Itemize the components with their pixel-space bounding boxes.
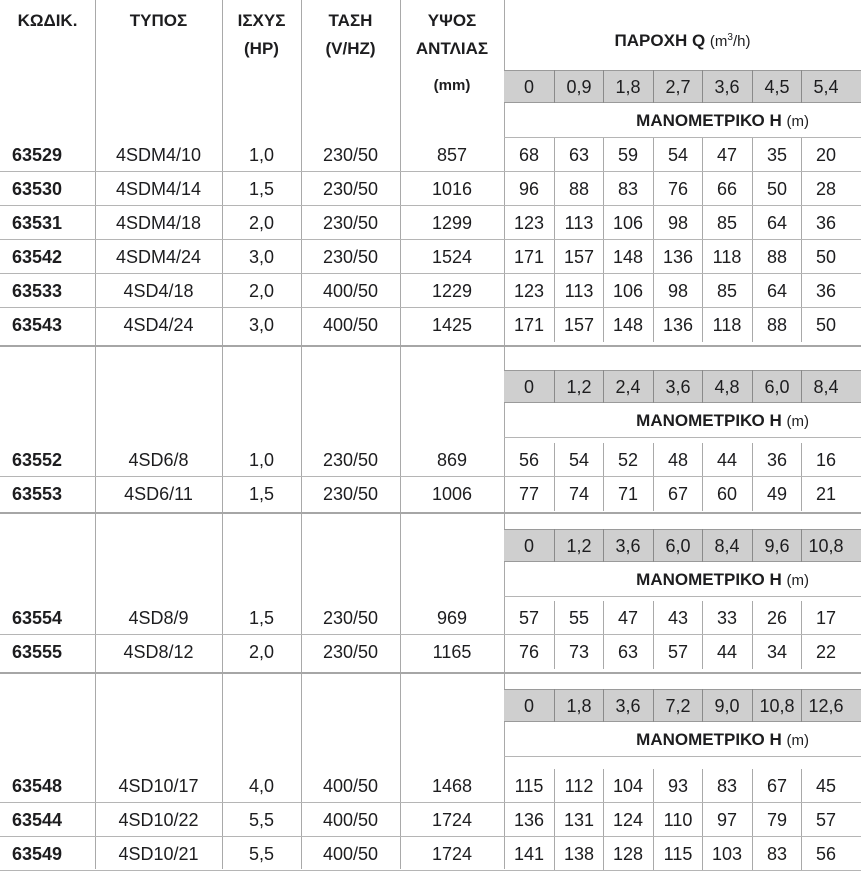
pump-type: 4SD10/21 [118,844,199,864]
head-value: 33 [716,608,738,628]
pump-power: 1,0 [248,450,275,470]
head-value: 115 [514,776,544,796]
flow-value: 1,8 [566,696,592,716]
manometric-text: ΜΑΝΟΜΕΤΡΙΚΟ Η [636,570,782,589]
pump-type: 4SD10/22 [118,810,199,830]
manometric-rule [504,596,861,597]
pump-code: 63552 [12,450,63,470]
head-value: 66 [716,179,738,199]
header-flow [504,32,861,49]
column-divider [95,0,96,869]
head-value: 73 [568,642,590,662]
pump-height: 1165 [432,642,472,662]
head-value: 85 [716,213,738,233]
pump-type: 4SD6/11 [124,484,193,504]
head-value: 55 [568,608,590,628]
pump-code: 63544 [12,810,63,830]
head-value: 171 [513,247,545,267]
manometric-unit: (m) [786,113,809,130]
pump-power: 3,0 [248,315,275,335]
flow-value: 6,0 [764,377,790,397]
head-value: 63 [617,642,639,662]
pump-code: 63542 [12,247,63,267]
header-power: ΙΣΧΥΣ [237,11,286,30]
header-flow-label: ΠΑΡΟΧΗ Q [614,31,706,50]
manometric-unit: (m) [786,732,809,749]
manometric-label [504,570,861,590]
manometric-label [504,411,861,431]
head-value: 17 [815,608,837,628]
head-value: 54 [667,145,689,165]
flow-value: 3,6 [615,536,641,556]
head-value: 128 [612,844,644,864]
column-divider [222,0,223,869]
flow-value: 10,8 [808,536,844,556]
header-flow-unit: $(m^3/h)$ [709,32,751,50]
header-voltage-unit: (V/HZ) [325,39,376,58]
pump-voltage: 230/50 [322,450,379,470]
head-value: 96 [518,179,540,199]
head-value: 104 [612,776,644,796]
pump-voltage: 230/50 [322,145,379,165]
head-value: 36 [766,450,788,470]
head-value: 34 [766,642,788,662]
head-value: 110 [663,810,693,830]
head-value: 52 [617,450,639,470]
head-value: 93 [667,776,689,796]
manometric-label [504,730,861,750]
head-value: 50 [766,179,788,199]
pump-height: 1724 [431,810,473,830]
pump-code: 63548 [12,776,63,796]
head-value: 44 [716,450,738,470]
pump-type: 4SD4/24 [123,315,194,335]
manometric-unit: (m) [786,413,809,430]
head-value: 74 [568,484,590,504]
pump-code: 63553 [12,484,63,504]
head-value: 47 [617,608,639,628]
row-rule [0,239,861,240]
head-value: 50 [815,247,837,267]
flow-value: 8,4 [813,377,839,397]
pump-type: 4SD10/17 [118,776,199,796]
pump-type: 4SD4/18 [123,281,194,301]
head-value: 49 [766,484,788,504]
row-rule [0,171,861,172]
manometric-rule [504,437,861,438]
pump-power: 5,5 [248,844,275,864]
head-value: 106 [612,213,644,233]
head-value: 157 [563,247,595,267]
flow-value: 3,6 [714,77,740,97]
head-value: 50 [815,315,837,335]
flow-value: 0 [523,377,534,397]
head-value: 98 [667,281,689,301]
pump-power: 1,5 [248,608,275,628]
flow-value: 7,2 [665,696,691,716]
head-value: 76 [667,179,689,199]
head-value: 136 [662,315,694,335]
head-value: 98 [667,213,689,233]
pump-power: 1,0 [248,145,275,165]
head-value: 28 [815,179,837,199]
head-value: 56 [815,844,837,864]
head-value: 57 [518,608,540,628]
column-divider [400,0,401,869]
head-value: 20 [815,145,837,165]
head-value: 97 [716,810,738,830]
head-value: 83 [716,776,738,796]
head-value: 88 [766,247,788,267]
head-value: 16 [815,450,837,470]
header-height-unit: (mm) [433,77,471,94]
pump-height: 969 [436,608,468,628]
head-value: 123 [513,213,545,233]
manometric-label [504,111,861,131]
flow-value: 1,8 [615,77,641,97]
pump-voltage: 230/50 [322,213,379,233]
manometric-unit: (m) [786,572,809,589]
head-value: 88 [568,179,590,199]
pump-code: 63530 [12,179,63,199]
row-rule [0,836,861,837]
pump-height: 1425 [431,315,473,335]
row-rule [0,476,861,477]
row-rule [0,205,861,206]
pump-voltage: 400/50 [322,776,379,796]
head-value: 76 [518,642,540,662]
pump-type: 4SD8/12 [123,642,194,662]
flow-value: 0,9 [566,77,592,97]
row-rule [0,802,861,803]
pump-voltage: 400/50 [322,281,379,301]
margin-notch [0,560,48,592]
pump-power: 2,0 [248,281,275,301]
manometric-text: ΜΑΝΟΜΕΤΡΙΚΟ Η [636,111,782,130]
head-value: 36 [815,213,837,233]
pump-type: 4SDM4/14 [115,179,202,199]
pump-code: 63531 [12,213,63,233]
head-value: 35 [766,145,788,165]
head-value: 44 [716,642,738,662]
pump-height: 1468 [431,776,473,796]
pump-voltage: 230/50 [322,179,379,199]
pump-voltage: 230/50 [322,608,379,628]
pump-power: 1,5 [248,484,275,504]
head-value: 71 [617,484,639,504]
pump-code: 63549 [12,844,63,864]
head-value: 148 [612,247,644,267]
row-rule [0,634,861,635]
pump-power: 5,5 [248,810,275,830]
flow-value: 4,8 [714,377,740,397]
pump-code: 63555 [12,642,63,662]
header-code: ΚΩΔΙΚ. [17,11,78,30]
flow-value: 9,0 [714,696,740,716]
head-value: 36 [815,281,837,301]
pump-power: 4,0 [248,776,275,796]
head-value: 64 [766,213,788,233]
row-rule [0,273,861,274]
manometric-text: ΜΑΝΟΜΕΤΡΙΚΟ Η [636,730,782,749]
pump-voltage: 400/50 [322,315,379,335]
header-height-line2: ΑΝΤΛΙΑΣ [415,39,489,58]
head-value: 136 [513,810,545,830]
flow-value: 3,6 [665,377,691,397]
pump-type: 4SDM4/24 [115,247,202,267]
head-value: 103 [711,844,743,864]
flow-value: 1,2 [566,377,592,397]
pump-height: 857 [436,145,468,165]
head-value: 136 [662,247,694,267]
head-value: 112 [564,776,594,796]
pump-voltage: 400/50 [322,810,379,830]
pump-type: 4SDM4/10 [115,145,202,165]
flow-value: 6,0 [665,536,691,556]
column-divider [301,0,302,869]
head-value: 131 [563,810,595,830]
head-value: 124 [612,810,644,830]
head-value: 54 [568,450,590,470]
pump-power: 3,0 [248,247,275,267]
head-value: 79 [766,810,788,830]
head-value: 57 [815,810,837,830]
pump-power: 2,0 [248,642,275,662]
pump-height: 1229 [431,281,473,301]
flow-value: 2,4 [615,377,641,397]
head-value: 118 [712,247,742,267]
head-value: 83 [766,844,788,864]
pump-code: 63554 [12,608,63,628]
pump-voltage: 400/50 [322,844,379,864]
flow-value: 8,4 [714,536,740,556]
flow-value: 9,6 [764,536,790,556]
manometric-rule [504,756,861,757]
head-value: 21 [815,484,837,504]
head-value: 22 [815,642,837,662]
pump-height: 1724 [431,844,473,864]
flow-value: 1,2 [566,536,592,556]
head-value: 77 [518,484,540,504]
head-value: 45 [815,776,837,796]
header-voltage: ΤΑΣΗ [328,11,373,30]
group-separator [0,512,861,514]
head-value: 115 [663,844,693,864]
pump-height: 1006 [431,484,473,504]
row-rule [0,307,861,308]
pump-height: 1524 [431,247,473,267]
pump-power: 2,0 [248,213,275,233]
head-value: 113 [564,281,594,301]
flow-value: 2,7 [665,77,691,97]
flow-value: 4,5 [764,77,790,97]
head-value: 88 [766,315,788,335]
pump-code: 63529 [12,145,63,165]
head-value: 68 [518,145,540,165]
pump-code: 63543 [12,315,63,335]
pump-type: 4SD6/8 [128,450,189,470]
head-value: 57 [667,642,689,662]
pump-height: 1016 [431,179,473,199]
header-height-line1: ΥΨΟΣ [427,11,477,30]
head-value: 26 [766,608,788,628]
head-value: 56 [518,450,540,470]
flow-value: 10,8 [759,696,795,716]
head-value: 60 [716,484,738,504]
head-value: 43 [667,608,689,628]
group-separator [0,345,861,347]
pump-voltage: 230/50 [322,484,379,504]
head-value: 141 [513,844,545,864]
flow-value: 5,4 [813,77,839,97]
head-value: 64 [766,281,788,301]
flow-value: 0 [523,696,534,716]
pump-code: 63533 [12,281,63,301]
flow-value: 12,6 [808,696,844,716]
head-value: 67 [766,776,788,796]
head-value: 63 [568,145,590,165]
head-value: 138 [563,844,595,864]
header-power-unit: (HP) [244,39,279,58]
manometric-rule [504,137,861,138]
head-value: 85 [716,281,738,301]
pump-height: 1299 [431,213,473,233]
flow-value: 3,6 [615,696,641,716]
flow-value: 0 [523,536,534,556]
pump-height: 869 [436,450,468,470]
pump-type: 4SDM4/18 [115,213,202,233]
head-value: 113 [564,213,594,233]
head-value: 67 [667,484,689,504]
header-type: ΤΥΠΟΣ [129,11,188,30]
head-value: 59 [617,145,639,165]
margin-notch [0,362,48,424]
head-value: 83 [617,179,639,199]
flow-value: 0 [523,77,534,97]
pump-voltage: 230/50 [322,247,379,267]
head-value: 148 [612,315,644,335]
head-value: 171 [513,315,545,335]
head-value: 106 [612,281,644,301]
head-value: 48 [667,450,689,470]
manometric-text: ΜΑΝΟΜΕΤΡΙΚΟ Η [636,411,782,430]
pump-power: 1,5 [248,179,275,199]
pump-voltage: 230/50 [322,642,379,662]
pump-type: 4SD8/9 [128,608,189,628]
head-value: 118 [712,315,742,335]
group-separator [0,672,861,674]
head-value: 157 [563,315,595,335]
head-value: 47 [716,145,738,165]
head-value: 123 [513,281,545,301]
